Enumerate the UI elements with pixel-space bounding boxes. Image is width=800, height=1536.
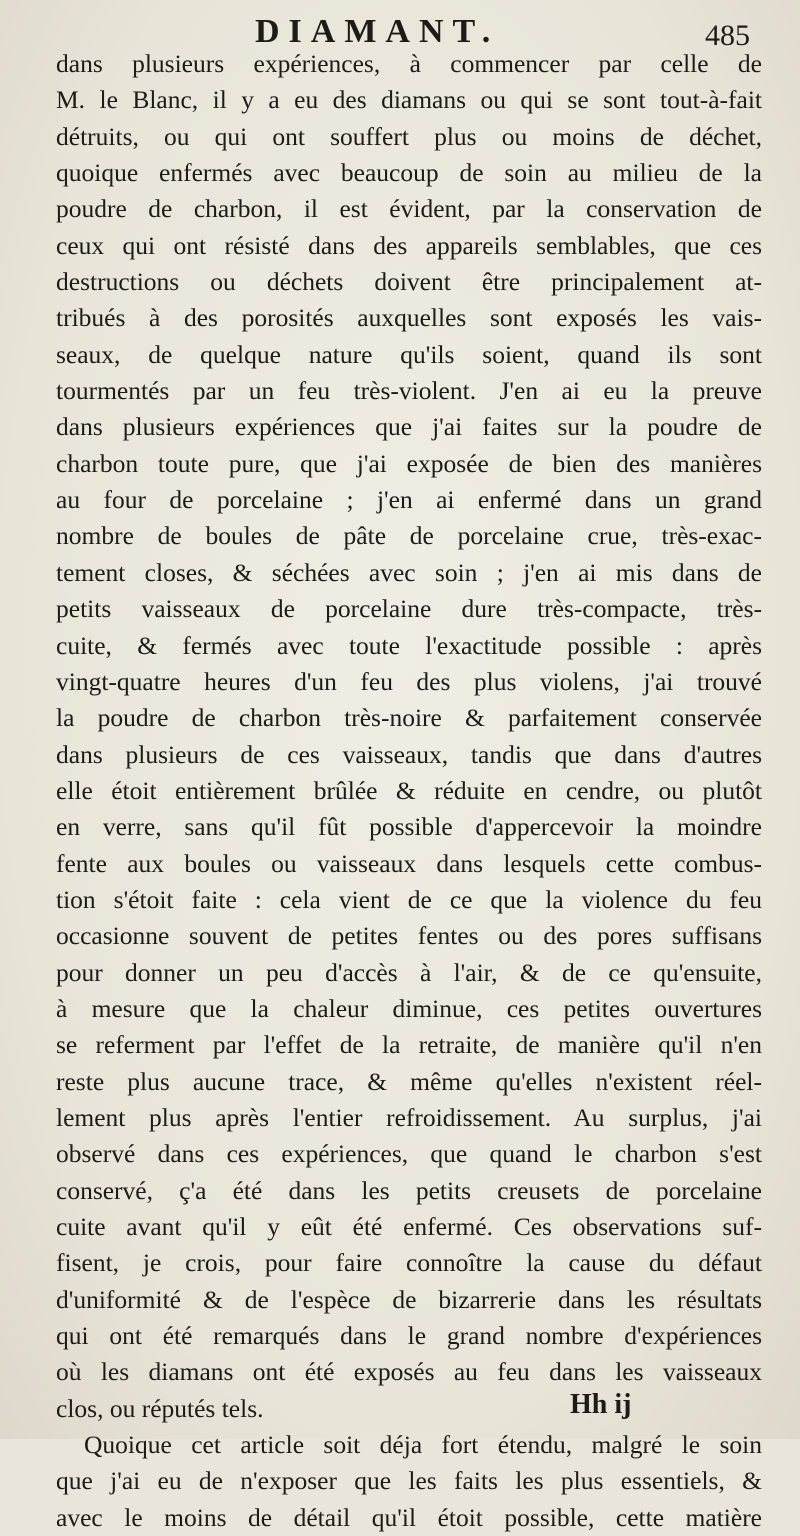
text-line: en verre, sans qu'il fût possible d'appercevoir la moindre — [56, 812, 762, 842]
text-line: reste plus aucune trace, & même qu'elles n'existent réel- — [56, 1066, 762, 1096]
text-line: poudre de charbon, il est évident, par la conservation de — [56, 194, 762, 224]
text-line: tourmentés par un feu très-violent. J'en ai eu la preuve — [56, 376, 762, 406]
text-line: se referment par l'effet de la retraite, de manière qu'il n'en — [56, 1030, 762, 1060]
text-line: pour donner un peu d'accès à l'air, & de ce qu'ensuite, — [56, 957, 762, 987]
text-line: cuite, & fermés avec toute l'exactitude possible : après — [56, 630, 762, 660]
text-line: conservé, ç'a été dans les petits creusets de porcelaine — [56, 1175, 762, 1205]
text-line: dans plusieurs expériences, à commencer par celle de — [56, 49, 762, 78]
text-line: seaux, de quelque nature qu'ils soient, quand ils sont — [56, 339, 762, 369]
text-line: vingt-quatre heures d'un feu des plus violens, j'ai trouvé — [56, 666, 762, 696]
text-line: occasionne souvent de petites fentes ou des pores suffisans — [56, 921, 762, 951]
text-line: Quoique cet article soit déja fort étendu, malgré le soin — [84, 1430, 762, 1460]
text-line: que j'ai eu de n'exposer que les faits les plus essentiels, & — [56, 1466, 762, 1496]
text-line: tement closes, & séchées avec soin ; j'en ai mis dans de — [56, 557, 762, 587]
text-line: détruits, ou qui ont souffert plus ou moins de déchet, — [56, 121, 762, 151]
text-line: lement plus après l'entier refroidissement. Au surplus, j'ai — [56, 1102, 762, 1132]
text-line: dans plusieurs de ces vaisseaux, tandis que dans d'autres — [56, 739, 762, 769]
text-line: qui ont été remarqués dans le grand nombre d'expériences — [56, 1321, 762, 1351]
text-line: ceux qui ont résisté dans des appareils semblables, que ces — [56, 230, 762, 260]
running-title: DIAMANT. — [255, 13, 500, 50]
text-line: dans plusieurs expériences que j'ai faites sur la poudre de — [56, 412, 762, 442]
text-line: clos, ou réputés tels. — [56, 1393, 264, 1423]
text-line: petits vaisseaux de porcelaine dure très-compacte, très- — [56, 594, 762, 624]
text-line: M. le Blanc, il y a eu des diamans ou qui se sont tout-à-fait — [56, 85, 762, 115]
text-line: cuite avant qu'il y eût été enfermé. Ces observations suf- — [56, 1212, 762, 1241]
body-text — [56, 46, 762, 1536]
page-number: 485 — [705, 19, 750, 52]
text-line: où les diamans ont été exposés au feu dans les vaisseaux — [56, 1357, 762, 1387]
signature-mark: Hh ij — [570, 1389, 632, 1420]
text-line: fente aux boules ou vaisseaux dans lesquels cette combus- — [56, 848, 762, 878]
text-line: à mesure que la chaleur diminue, ces petites ouvertures — [56, 993, 762, 1023]
text-line: la poudre de charbon très-noire & parfaitement conservée — [56, 703, 762, 733]
text-line: fisent, je crois, pour faire connoître la cause du défaut — [56, 1248, 762, 1278]
text-line: avec le moins de détail qu'il étoit possible, cette matière — [56, 1502, 762, 1532]
text-line: destructions ou déchets doivent être principalement at- — [56, 267, 762, 297]
text-line: d'uniformité & de l'espèce de bizarrerie dans les résultats — [56, 1284, 762, 1314]
text-line: tion s'étoit faite : cela vient de ce que la violence du feu — [56, 884, 762, 914]
text-line: tribués à des porosités auxquelles sont exposés les vais- — [56, 303, 762, 333]
text-line: quoique enfermés avec beaucoup de soin au milieu de la — [56, 158, 762, 188]
text-line: au four de porcelaine ; j'en ai enfermé dans un grand — [56, 485, 762, 515]
text-line: observé dans ces expériences, que quand le charbon s'est — [56, 1139, 762, 1169]
text-line: charbon toute pure, que j'ai exposée de bien des manières — [56, 448, 762, 478]
text-line: nombre de boules de pâte de porcelaine crue, très-exac- — [56, 521, 762, 551]
text-line: elle étoit entièrement brûlée & réduite en cendre, ou plutôt — [56, 775, 762, 805]
